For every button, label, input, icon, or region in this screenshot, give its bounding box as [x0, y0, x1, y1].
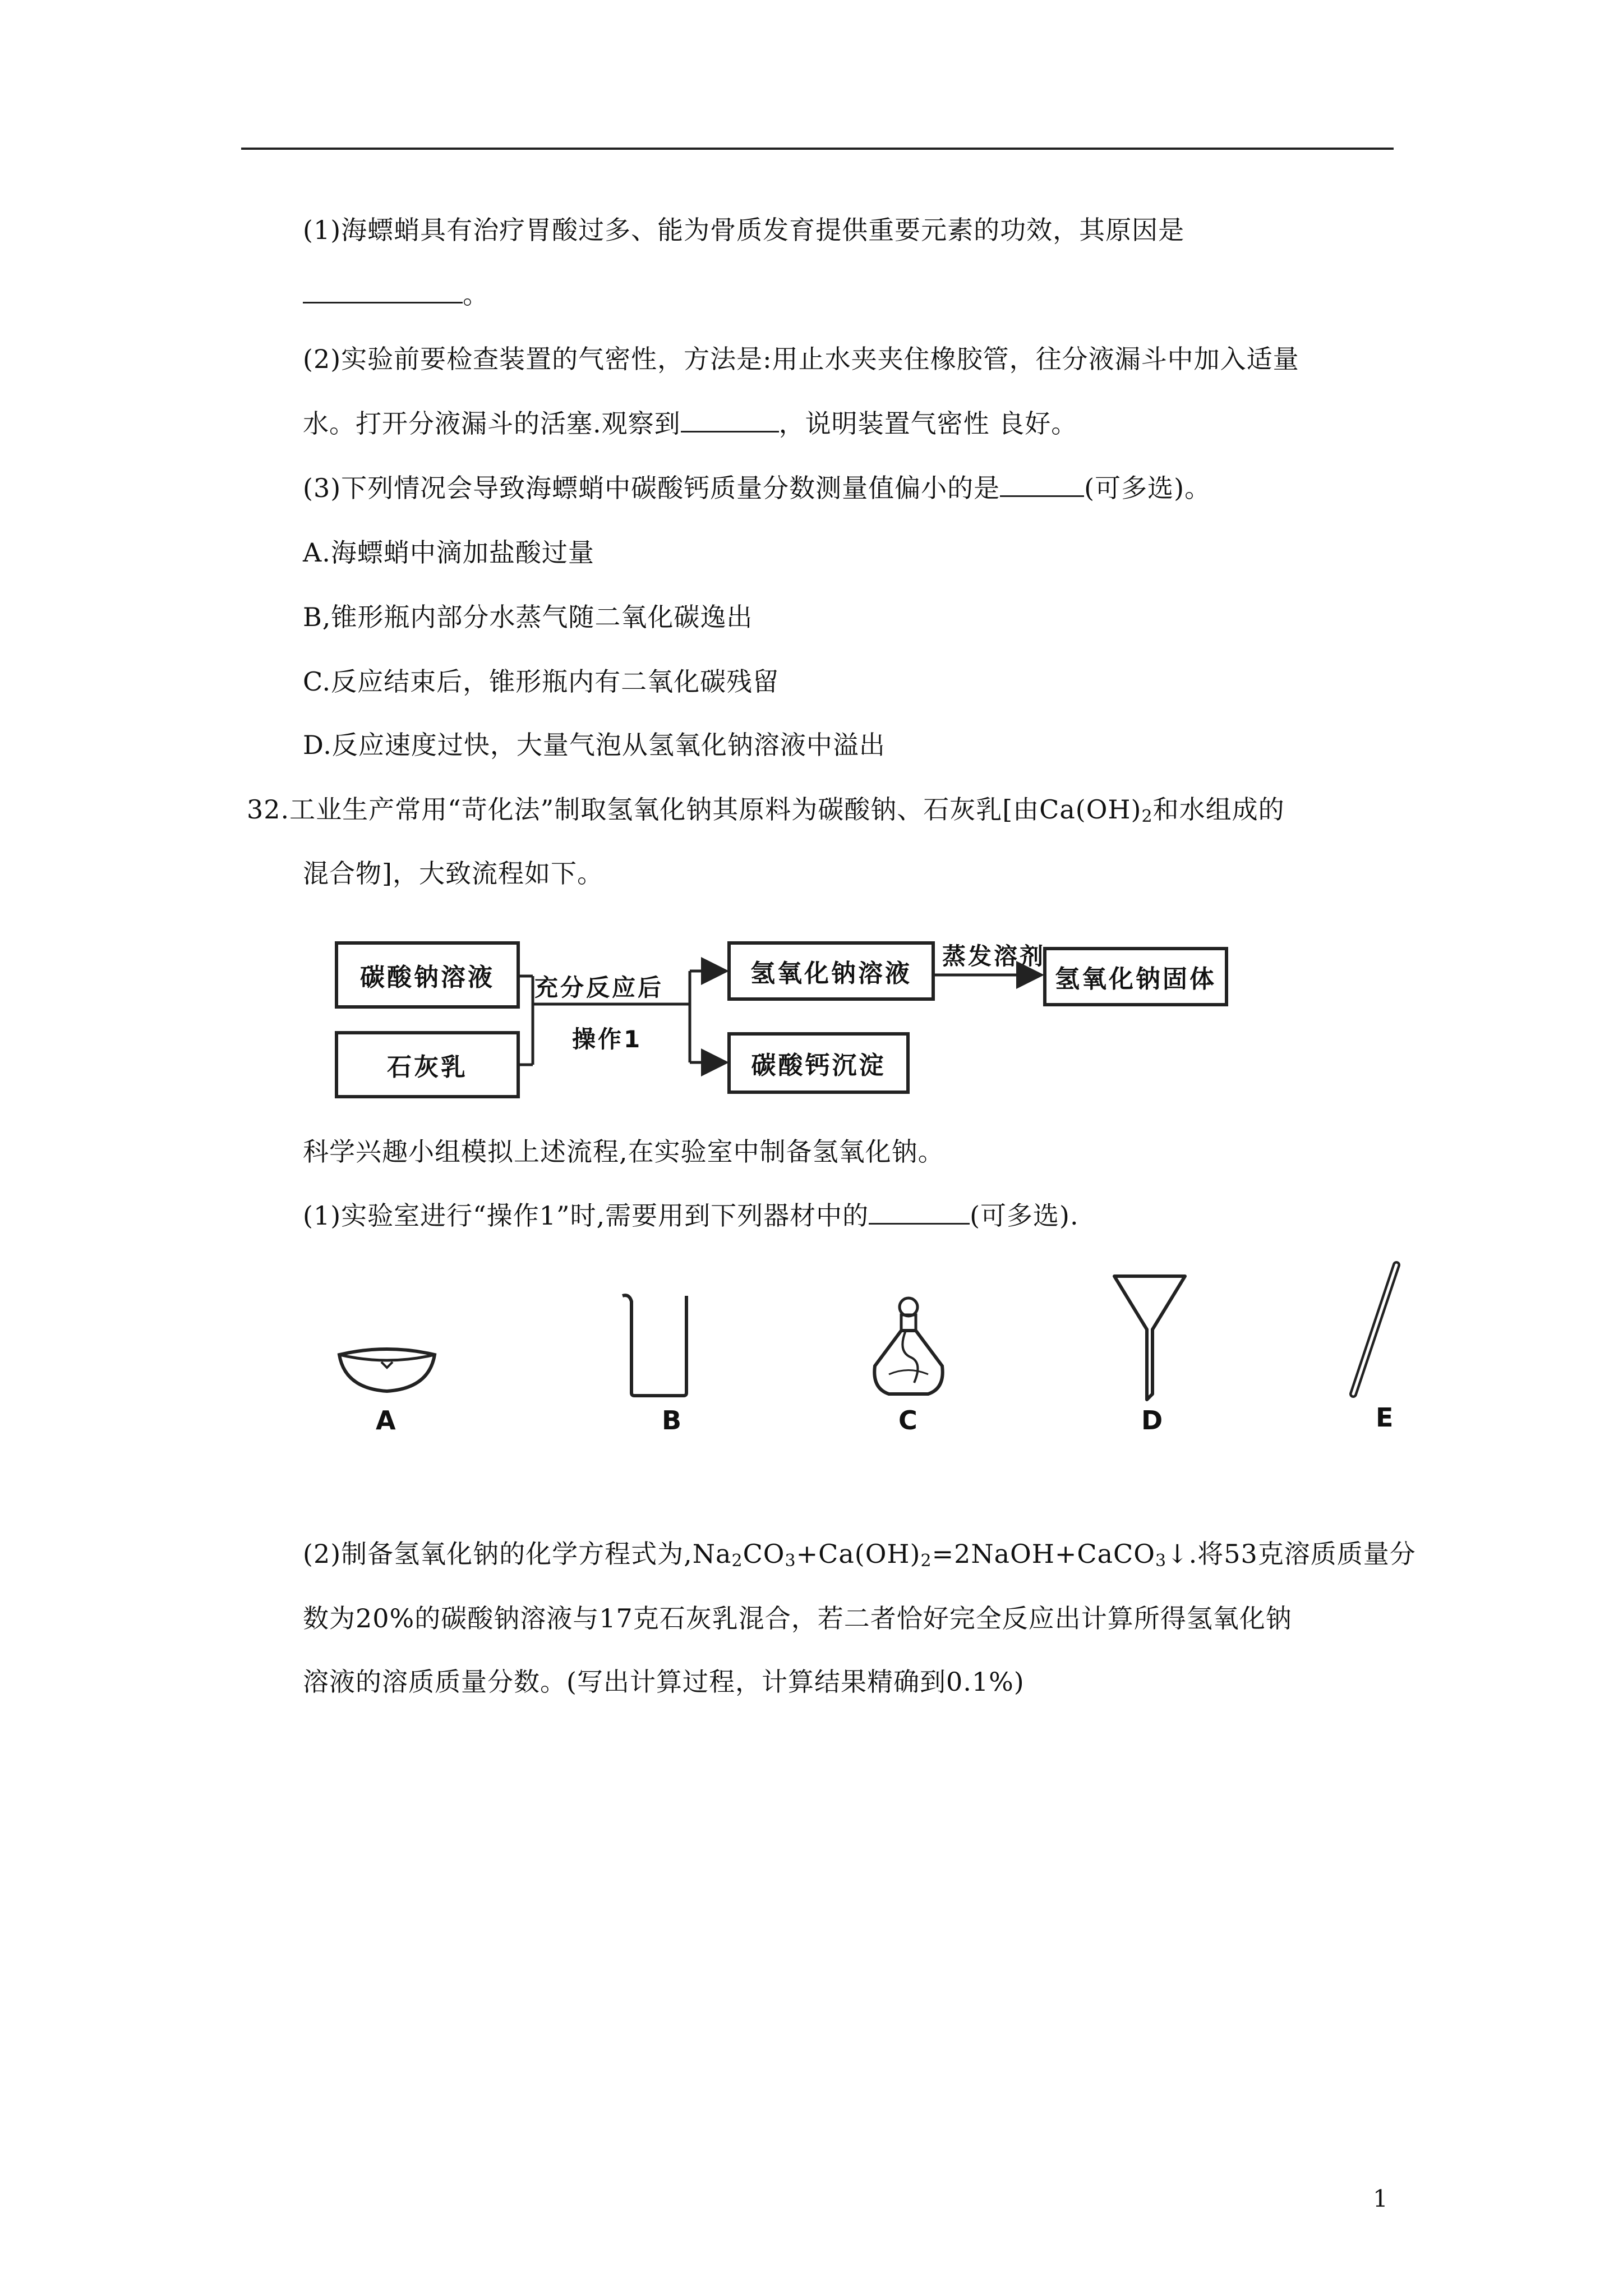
question-2-line-2: 水。打开分液漏斗的活塞.观察到 ，说明装置气密性 良好。 [303, 408, 1078, 439]
glass-rod-icon [1343, 1257, 1405, 1402]
apparatus-label-c: C [898, 1405, 917, 1435]
page-number: 1 [1373, 2185, 1389, 2212]
flow-box-sodium-hydroxide-solid: 氢氧化钠固体 [1043, 947, 1228, 1006]
question-32-part-2-line-2: 数为20%的碳酸钠溶液与17克石灰乳混合，若二者恰好完全反应出计算所得氢氧化钠 [303, 1603, 1292, 1634]
option-d: D.反应速度过快，大量气泡从氢氧化钠溶液中溢出 [303, 730, 886, 760]
question-32-part-1: (1)实验室进行“操作1”时,需要用到下列器材中的 (可多选). [303, 1200, 1079, 1231]
question-1-text: (1)海螵蛸具有治疗胃酸过多、能为骨质发育提供重要元素的功效，其原因是 [303, 215, 1185, 245]
option-c: C.反应结束后，锥形瓶内有二氧化碳残留 [303, 666, 780, 697]
alcohol-lamp-icon [866, 1290, 951, 1400]
question-1-answer: 。 [303, 278, 489, 311]
question-3-text: (3)下列情况会导致海螵蛸中碳酸钙质量分数测量值偏小的是 (可多选)。 [303, 473, 1211, 503]
answer-blank[interactable] [869, 1200, 970, 1225]
flow-box-calcium-carbonate: 碳酸钙沉淀 [727, 1032, 910, 1094]
flow-label-operation: 操作1 [572, 1025, 643, 1053]
option-b: B,锥形瓶内部分水蒸气随二氧化碳逸出 [303, 602, 753, 632]
question-32-line-2: 混合物]，大致流程如下。 [303, 858, 603, 889]
flow-box-sodium-carbonate: 碳酸钠溶液 [335, 941, 520, 1009]
flow-label-evaporate: 蒸发溶剂 [942, 942, 1046, 970]
apparatus-label-e: E [1376, 1402, 1394, 1433]
apparatus-label-b: B [662, 1405, 682, 1435]
beaker-icon [617, 1289, 695, 1401]
option-a: A.海螵蛸中滴加盐酸过量 [303, 537, 594, 568]
question-32-line-1: 32.工业生产常用“苛化法”制取氢氧化钠其原料为碳酸钠、石灰乳[由$Ca(OH)_2$和水组成的 [247, 794, 1285, 826]
apparatus-label-a: A [376, 1405, 396, 1435]
flow-box-sodium-hydroxide-solution: 氢氧化钠溶液 [727, 941, 935, 1001]
evaporating-dish-icon [331, 1335, 443, 1397]
flow-box-lime-milk: 石灰乳 [335, 1031, 520, 1098]
question-2-line-1: (2)实验前要检查装置的气密性，方法是:用止水夹夹住橡胶管，往分液漏斗中加入适量 [303, 344, 1299, 374]
question-32-intro: 科学兴趣小组模拟上述流程,在实验室中制备氢氧化钠。 [303, 1137, 944, 1167]
apparatus-label-d: D [1141, 1405, 1163, 1435]
question-32-part-2-line-1: (2)制备氢氧化钠的化学方程式为$,Na_2CO_3+Ca(OH)_2=2NaOH+CaCO_3↓$.将53克溶质质量分 [303, 1539, 1416, 1571]
funnel-icon [1108, 1268, 1192, 1402]
flow-label-reaction: 充分反应后 [534, 974, 664, 1001]
question-32-part-2-line-3: 溶液的溶质质量分数。(写出计算过程，计算结果精确到0.1%) [303, 1667, 1025, 1697]
